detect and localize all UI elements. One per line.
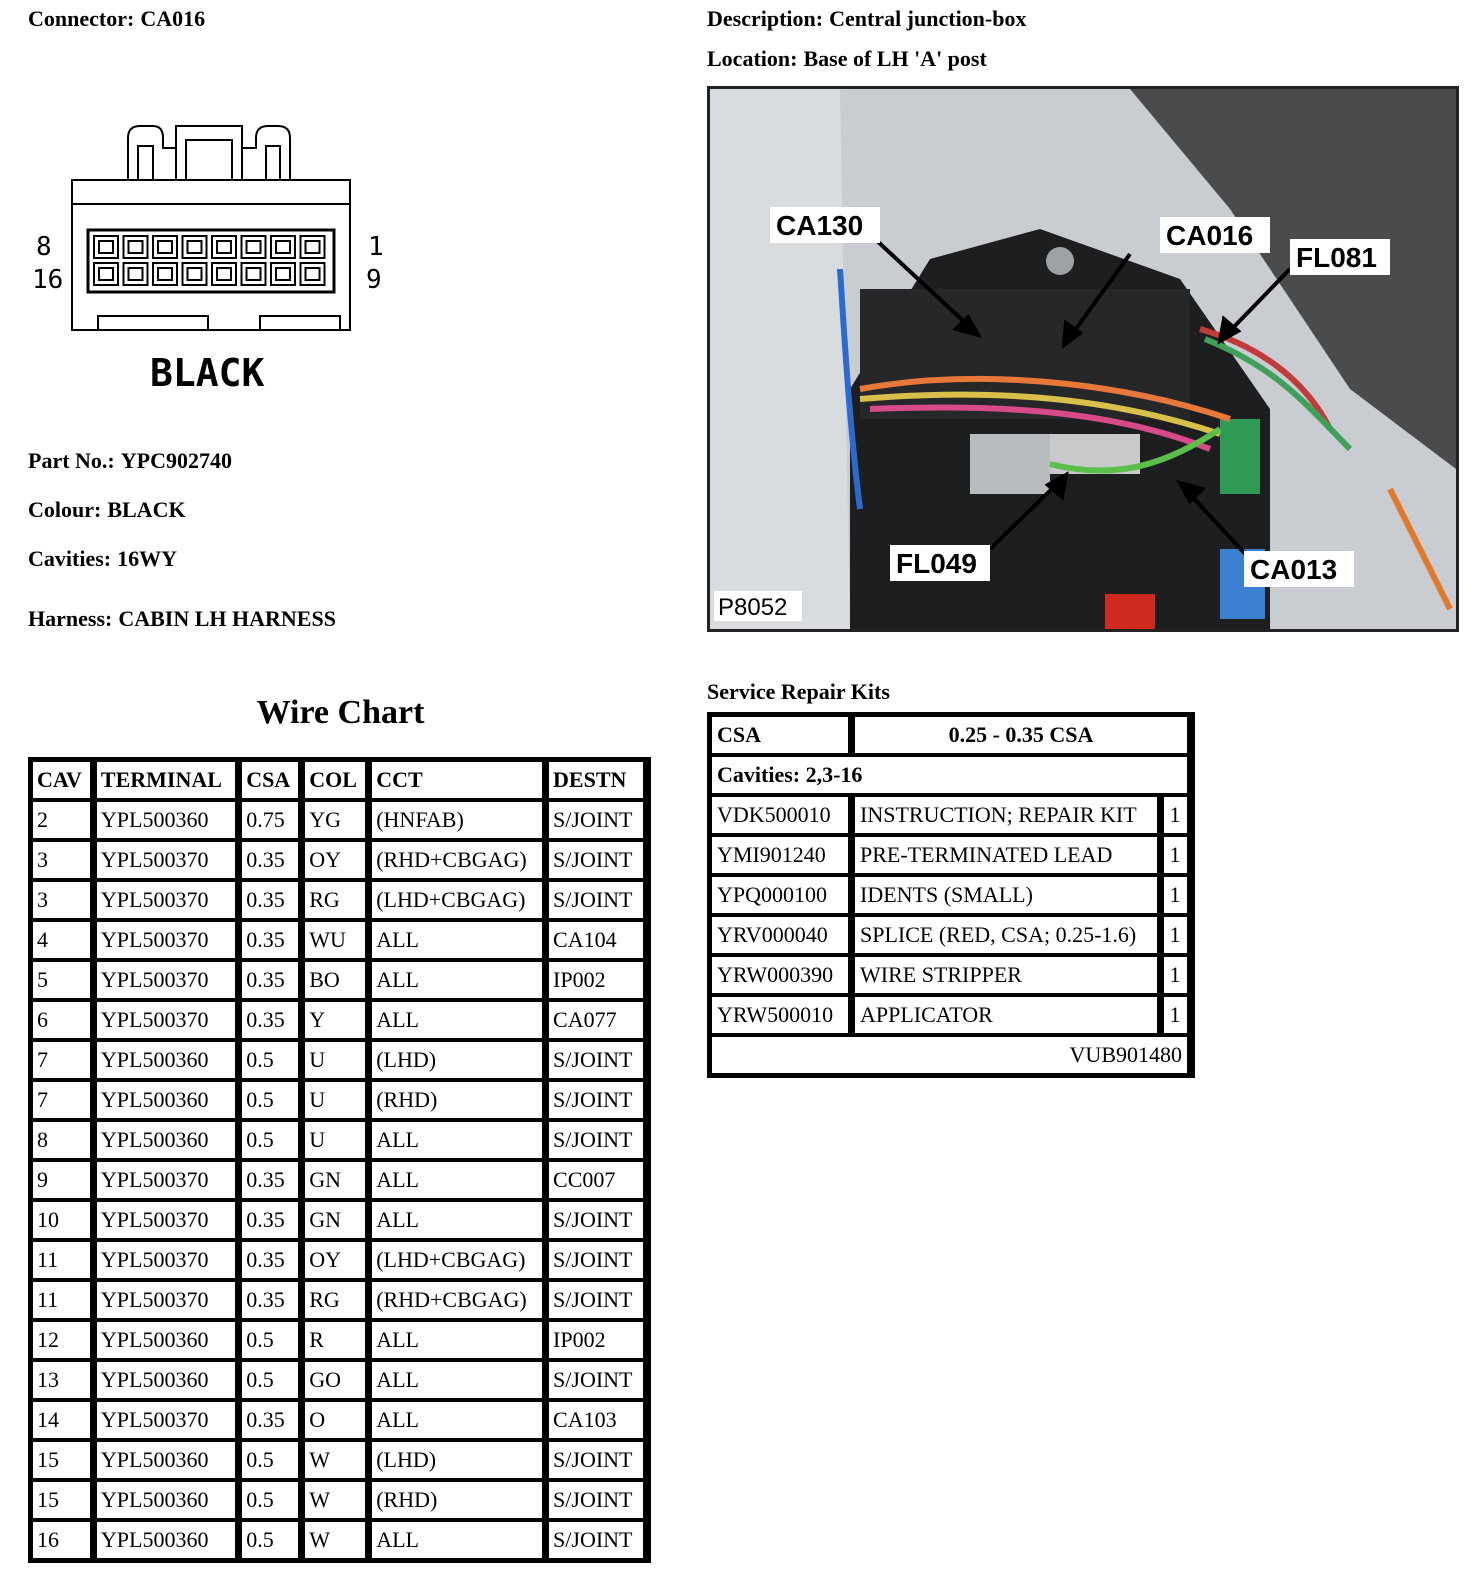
table-row xyxy=(31,1480,648,1520)
cell-destn: S/JOINT xyxy=(547,1120,648,1160)
table-row xyxy=(31,1400,648,1440)
callout-ca130: CA130 xyxy=(776,210,864,241)
kit-part-number: VDK500010 xyxy=(710,795,853,835)
kit-quantity: 1 xyxy=(1162,915,1192,955)
kits-cavities-row xyxy=(710,755,1192,795)
table-row xyxy=(31,1520,648,1560)
kits-csa-value: 0.25 - 0.35 CSA xyxy=(853,715,1192,755)
kit-part-number: YRW500010 xyxy=(710,995,853,1035)
list-item xyxy=(710,915,1192,955)
location-label xyxy=(707,46,987,72)
table-row xyxy=(31,840,648,880)
cell-csa: 0.35 xyxy=(240,920,303,960)
callout-fl081: FL081 xyxy=(1296,242,1377,273)
cell-cct: ALL xyxy=(370,1120,547,1160)
colour-key: Colour: xyxy=(28,497,102,522)
part-number-key: Part No.: xyxy=(28,448,115,473)
pin-cavity-inner xyxy=(188,241,202,253)
cell-col: RG xyxy=(303,1280,370,1320)
cell-col: GO xyxy=(303,1360,370,1400)
connector-value: CA016 xyxy=(140,6,206,31)
cell-cav: 15 xyxy=(31,1440,95,1480)
kit-quantity: 1 xyxy=(1162,835,1192,875)
cell-cct: (LHD+CBGAG) xyxy=(370,1240,547,1280)
cell-cct: (RHD) xyxy=(370,1080,547,1120)
cell-col: YG xyxy=(303,800,370,840)
table-row xyxy=(31,1000,648,1040)
cell-col: BO xyxy=(303,960,370,1000)
header-terminal: TERMINAL xyxy=(95,760,240,800)
location-photo xyxy=(707,86,1459,632)
cell-cav: 4 xyxy=(31,920,95,960)
part-number xyxy=(28,448,232,474)
wire-chart-table xyxy=(28,757,651,1563)
cell-destn: CC007 xyxy=(547,1160,648,1200)
cell-cct: (RHD+CBGAG) xyxy=(370,1280,547,1320)
table-row xyxy=(31,1320,648,1360)
cell-cav: 5 xyxy=(31,960,95,1000)
cell-cct: (LHD) xyxy=(370,1040,547,1080)
wire-chart-title: Wire Chart xyxy=(256,694,425,731)
cell-cav: 3 xyxy=(31,840,95,880)
pin-cavity-inner xyxy=(129,268,143,280)
cell-destn: S/JOINT xyxy=(547,1200,648,1240)
cell-cav: 3 xyxy=(31,880,95,920)
cell-col: GN xyxy=(303,1200,370,1240)
cell-cct: (RHD+CBGAG) xyxy=(370,840,547,880)
cell-col: GN xyxy=(303,1160,370,1200)
pin-cavity-inner xyxy=(129,241,143,253)
kit-part-number: YPQ000100 xyxy=(710,875,853,915)
cell-terminal: YPL500370 xyxy=(95,960,240,1000)
cell-csa: 0.35 xyxy=(240,960,303,1000)
cell-cav: 2 xyxy=(31,800,95,840)
table-row xyxy=(31,1120,648,1160)
pin-cavity-inner xyxy=(99,241,113,253)
pin-number-16: 16 xyxy=(32,265,64,295)
cell-cct: ALL xyxy=(370,920,547,960)
pin-cavity xyxy=(242,236,266,258)
cell-terminal: YPL500360 xyxy=(95,1360,240,1400)
cell-col: OY xyxy=(303,840,370,880)
cell-csa: 0.5 xyxy=(240,1120,303,1160)
header-csa: CSA xyxy=(240,760,303,800)
kit-part-number: YRV000040 xyxy=(710,915,853,955)
kit-number: VUB901480 xyxy=(710,1035,1192,1075)
connector-colour-label: BLACK xyxy=(150,351,265,395)
cell-cav: 13 xyxy=(31,1360,95,1400)
part-number-value: YPC902740 xyxy=(120,448,232,473)
cell-cct: ALL xyxy=(370,1360,547,1400)
cell-col: OY xyxy=(303,1240,370,1280)
cell-destn: S/JOINT xyxy=(547,1520,648,1560)
table-row xyxy=(31,1280,648,1320)
pin-cavity-inner xyxy=(306,268,320,280)
cavities-key: Cavities: xyxy=(28,546,112,571)
photo-reference: P8052 xyxy=(718,594,788,621)
cell-csa: 0.5 xyxy=(240,1520,303,1560)
cell-terminal: YPL500370 xyxy=(95,1400,240,1440)
cell-cct: ALL xyxy=(370,1520,547,1560)
cell-terminal: YPL500360 xyxy=(95,800,240,840)
cell-cct: (HNFAB) xyxy=(370,800,547,840)
cell-cav: 7 xyxy=(31,1040,95,1080)
pin-cavity xyxy=(94,263,118,285)
cell-csa: 0.5 xyxy=(240,1440,303,1480)
pin-cavity-inner xyxy=(247,241,261,253)
cell-col: U xyxy=(303,1080,370,1120)
cell-cav: 12 xyxy=(31,1320,95,1360)
harness-value: CABIN LH HARNESS xyxy=(118,606,336,631)
cell-csa: 0.5 xyxy=(240,1360,303,1400)
pin-cavity xyxy=(271,263,295,285)
cell-destn: S/JOINT xyxy=(547,1040,648,1080)
cell-csa: 0.35 xyxy=(240,1400,303,1440)
cell-csa: 0.5 xyxy=(240,1480,303,1520)
pin-cavity xyxy=(153,236,177,258)
cell-destn: CA104 xyxy=(547,920,648,960)
cell-terminal: YPL500360 xyxy=(95,1480,240,1520)
cavities-value: 16WY xyxy=(117,546,177,571)
pin-cavity xyxy=(301,236,325,258)
cell-cav: 8 xyxy=(31,1120,95,1160)
cell-cav: 16 xyxy=(31,1520,95,1560)
table-row xyxy=(31,800,648,840)
cell-col: Y xyxy=(303,1000,370,1040)
cell-csa: 0.35 xyxy=(240,1200,303,1240)
kit-quantity: 1 xyxy=(1162,875,1192,915)
location-value: Base of LH 'A' post xyxy=(803,46,987,71)
pin-cavity xyxy=(242,263,266,285)
header-cct: CCT xyxy=(370,760,547,800)
kits-csa-label: CSA xyxy=(710,715,853,755)
connector-key: Connector: xyxy=(28,6,135,31)
kits-footer-row xyxy=(710,1035,1192,1075)
cell-destn: S/JOINT xyxy=(547,1440,648,1480)
table-row xyxy=(31,880,648,920)
cell-destn: IP002 xyxy=(547,960,648,1000)
pin-number-1: 1 xyxy=(368,232,384,262)
header-destn: DESTN xyxy=(547,760,648,800)
cell-terminal: YPL500370 xyxy=(95,1240,240,1280)
table-row xyxy=(31,1160,648,1200)
wire-chart-header-row xyxy=(31,760,648,800)
cell-col: RG xyxy=(303,880,370,920)
cell-col: U xyxy=(303,1120,370,1160)
cell-cav: 6 xyxy=(31,1000,95,1040)
cell-destn: S/JOINT xyxy=(547,1480,648,1520)
connector-label xyxy=(28,6,205,32)
list-item xyxy=(710,995,1192,1035)
pin-cavity-inner xyxy=(276,268,290,280)
cell-csa: 0.35 xyxy=(240,1280,303,1320)
list-item xyxy=(710,795,1192,835)
harness-key: Harness: xyxy=(28,606,113,631)
table-row xyxy=(31,1040,648,1080)
cell-destn: S/JOINT xyxy=(547,1080,648,1120)
pin-cavity xyxy=(94,236,118,258)
pin-cavity xyxy=(301,263,325,285)
cell-destn: IP002 xyxy=(547,1320,648,1360)
pin-cavity xyxy=(212,263,236,285)
pin-cavity-inner xyxy=(188,268,202,280)
cell-terminal: YPL500360 xyxy=(95,1040,240,1080)
cell-cct: ALL xyxy=(370,1160,547,1200)
cell-destn: S/JOINT xyxy=(547,1280,648,1320)
cell-col: W xyxy=(303,1520,370,1560)
table-row xyxy=(31,960,648,1000)
pin-number-8: 8 xyxy=(36,232,52,262)
cell-terminal: YPL500370 xyxy=(95,1200,240,1240)
cell-cct: ALL xyxy=(370,1320,547,1360)
table-row xyxy=(31,1360,648,1400)
callout-ca013: CA013 xyxy=(1250,554,1338,585)
cell-terminal: YPL500370 xyxy=(95,1160,240,1200)
kit-description: SPLICE (RED, CSA; 0.25-1.6) xyxy=(853,915,1162,955)
kit-part-number: YMI901240 xyxy=(710,835,853,875)
pin-cavity-inner xyxy=(306,241,320,253)
cell-destn: S/JOINT xyxy=(547,1240,648,1280)
kit-description: WIRE STRIPPER xyxy=(853,955,1162,995)
cell-terminal: YPL500370 xyxy=(95,920,240,960)
pin-cavity-inner xyxy=(158,241,172,253)
cell-col: U xyxy=(303,1040,370,1080)
cell-terminal: YPL500360 xyxy=(95,1520,240,1560)
cell-terminal: YPL500370 xyxy=(95,880,240,920)
pin-cavity xyxy=(183,263,207,285)
kit-description: INSTRUCTION; REPAIR KIT xyxy=(853,795,1162,835)
cell-cav: 7 xyxy=(31,1080,95,1120)
cell-col: WU xyxy=(303,920,370,960)
kit-quantity: 1 xyxy=(1162,995,1192,1035)
table-row xyxy=(31,1440,648,1480)
repair-kits-table xyxy=(707,712,1195,1078)
header-cav: CAV xyxy=(31,760,95,800)
cell-cav: 15 xyxy=(31,1480,95,1520)
callout-ca016: CA016 xyxy=(1166,220,1254,251)
repair-kits-title: Service Repair Kits xyxy=(707,679,890,704)
connector-diagram xyxy=(28,118,398,408)
cell-csa: 0.35 xyxy=(240,880,303,920)
cell-destn: S/JOINT xyxy=(547,880,648,920)
table-row xyxy=(31,1080,648,1120)
cell-csa: 0.35 xyxy=(240,1240,303,1280)
cell-terminal: YPL500370 xyxy=(95,840,240,880)
cell-cct: ALL xyxy=(370,960,547,1000)
cell-terminal: YPL500360 xyxy=(95,1120,240,1160)
description-value: Central junction-box xyxy=(829,6,1027,31)
cell-cct: ALL xyxy=(370,1000,547,1040)
cell-terminal: YPL500360 xyxy=(95,1080,240,1120)
colour-value: BLACK xyxy=(107,497,186,522)
cell-col: R xyxy=(303,1320,370,1360)
cell-destn: S/JOINT xyxy=(547,1360,648,1400)
pin-cavity-inner xyxy=(247,268,261,280)
pin-cavity-inner xyxy=(217,268,231,280)
cell-cav: 9 xyxy=(31,1160,95,1200)
cell-terminal: YPL500370 xyxy=(95,1280,240,1320)
cell-cct: ALL xyxy=(370,1400,547,1440)
cell-cct: ALL xyxy=(370,1200,547,1240)
list-item xyxy=(710,955,1192,995)
kit-part-number: YRW000390 xyxy=(710,955,853,995)
pin-cavity-inner xyxy=(99,268,113,280)
pin-cavity xyxy=(124,263,148,285)
cell-destn: S/JOINT xyxy=(547,840,648,880)
pin-cavity-inner xyxy=(217,241,231,253)
harness xyxy=(28,606,336,632)
cell-csa: 0.5 xyxy=(240,1320,303,1360)
cell-terminal: YPL500370 xyxy=(95,1000,240,1040)
kit-description: IDENTS (SMALL) xyxy=(853,875,1162,915)
kits-csa-row xyxy=(710,715,1192,755)
header-col: COL xyxy=(303,760,370,800)
cell-col: O xyxy=(303,1400,370,1440)
kits-cavities: Cavities: 2,3-16 xyxy=(710,755,1192,795)
cell-cct: (RHD) xyxy=(370,1480,547,1520)
table-row xyxy=(31,1200,648,1240)
cell-csa: 0.35 xyxy=(240,840,303,880)
cell-terminal: YPL500360 xyxy=(95,1320,240,1360)
cell-cct: (LHD+CBGAG) xyxy=(370,880,547,920)
description-key: Description: xyxy=(707,6,824,31)
table-row xyxy=(31,920,648,960)
cell-terminal: YPL500360 xyxy=(95,1440,240,1480)
pin-cavity xyxy=(124,236,148,258)
cell-col: W xyxy=(303,1480,370,1520)
cell-csa: 0.35 xyxy=(240,1000,303,1040)
callout-fl049: FL049 xyxy=(896,548,977,579)
cavities xyxy=(28,546,177,572)
cell-csa: 0.5 xyxy=(240,1040,303,1080)
kit-description: PRE-TERMINATED LEAD xyxy=(853,835,1162,875)
location-key: Location: xyxy=(707,46,798,71)
cell-cct: (LHD) xyxy=(370,1440,547,1480)
description-label xyxy=(707,6,1026,32)
pin-cavity xyxy=(271,236,295,258)
cell-cav: 11 xyxy=(31,1240,95,1280)
table-row xyxy=(31,1240,648,1280)
pin-number-9: 9 xyxy=(366,265,382,295)
pin-cavity xyxy=(183,236,207,258)
cell-destn: S/JOINT xyxy=(547,800,648,840)
cell-csa: 0.75 xyxy=(240,800,303,840)
list-item xyxy=(710,875,1192,915)
cell-destn: CA103 xyxy=(547,1400,648,1440)
pin-cavity-inner xyxy=(158,268,172,280)
pin-cavity xyxy=(212,236,236,258)
cell-cav: 10 xyxy=(31,1200,95,1240)
kit-description: APPLICATOR xyxy=(853,995,1162,1035)
pin-cavity-inner xyxy=(276,241,290,253)
cell-destn: CA077 xyxy=(547,1000,648,1040)
cell-csa: 0.35 xyxy=(240,1160,303,1200)
kit-quantity: 1 xyxy=(1162,795,1192,835)
cell-cav: 14 xyxy=(31,1400,95,1440)
cell-col: W xyxy=(303,1440,370,1480)
colour xyxy=(28,497,186,523)
list-item xyxy=(710,835,1192,875)
cell-csa: 0.5 xyxy=(240,1080,303,1120)
pin-cavity xyxy=(153,263,177,285)
kit-quantity: 1 xyxy=(1162,955,1192,995)
cell-cav: 11 xyxy=(31,1280,95,1320)
